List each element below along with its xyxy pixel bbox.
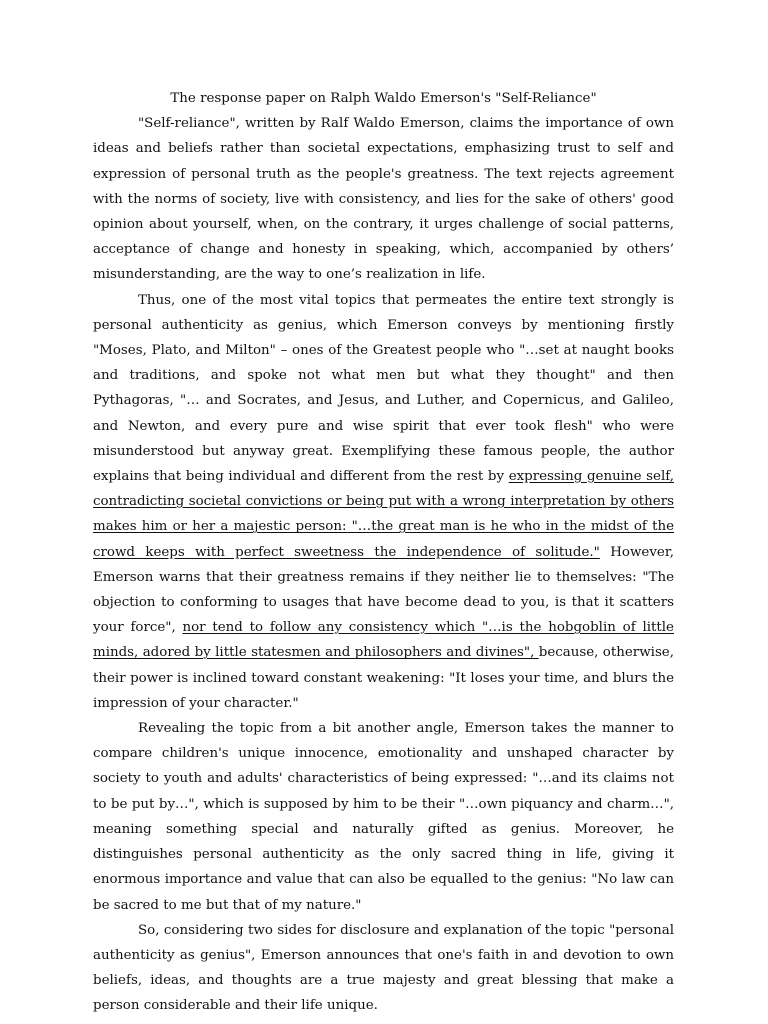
- underlined-phrase-3: nor tend to follow any consistency which "…is the hobgoblin of little minds, adored by little statesmen and philosophers and divines",: [93, 620, 674, 661]
- paragraph-4: So, considering two sides for disclosure and explanation of the topic "personal authenticity as genius", Emerson announces that one's faith in and devotion to own beliefs, ideas, and thoughts are a true majesty and great blessing that make a person considerable and their life unique.: [93, 922, 674, 1014]
- paragraph-1: "Self-reliance", written by Ralf Waldo Emerson, claims the importance of own ideas and beliefs rather than societal expectations, emphasizing trust to self and expression of personal truth as the people's greatness. The text rejects agreement with the norms of society, live with consistency, and lies for the sake of others' good opinion about yourself, when, on the contrary, it urges challenge of social patterns, acceptance of change and honesty in speaking, which, accompanied by others’ misunderstanding, are the way to one’s realization in life.: [93, 116, 674, 283]
- paragraph-2-text-c: However, Emerson warns that their greatness remains if they neither lie to themselves: "The objection to conforming to usages that have become dead to you, is that it scatters your force",: [93, 544, 675, 636]
- paragraph-3: Revealing the topic from a bit another angle, Emerson takes the manner to compare children's unique innocence, emotionality and unshaped character by society to youth and adults' characteristics of being expressed: "…and its claims not to be put by…", which is supposed by him to be their "…own piquancy and charm…", meaning something special and naturally gifted as genius. Moreover, he distinguishes personal authenticity as the only sacred thing in life, giving it enormous importance and value that can also be equalled to the genius: "No law can be sacred to me but that of my nature.": [93, 721, 674, 913]
- underlined-phrase-1: expressing genuine self,: [508, 469, 674, 485]
- paragraph-2: [93, 288, 674, 716]
- document-title: The response paper on Ralph Waldo Emerson's "Self-Reliance": [170, 91, 597, 106]
- underlined-phrase-2: contradicting societal convictions or being put with a wrong interpretation by others makes him or her a majestic person: "…the great man is he who in the midst of the crowd keeps with perfect sweetness the independence of solitude.": [93, 494, 674, 560]
- document-page: [93, 86, 674, 1019]
- paragraph-2-text-a: Thus, one of the most vital topics that permeates the entire text strongly is personal authenticity as genius, which Emerson conveys by mentioning firstly "Moses, Plato, and Milton" – ones of the Greatest people who "…set at naught books and traditions, and spoke not what men but what they thought" and then Pythagoras, "… and Socrates, and Jesus, and Luther, and Copernicus, and Galileo, and Newton, and every pure and wise spirit that ever took flesh" who were misunderstood but anyway great. Exemplifying these famous people, the author explains that being individual and different from the rest by: [93, 292, 674, 485]
- paragraph-2-text-d: because, otherwise, their power is inclined toward constant weakening: "It loses your time, and blurs the impression of your character.": [93, 645, 674, 711]
